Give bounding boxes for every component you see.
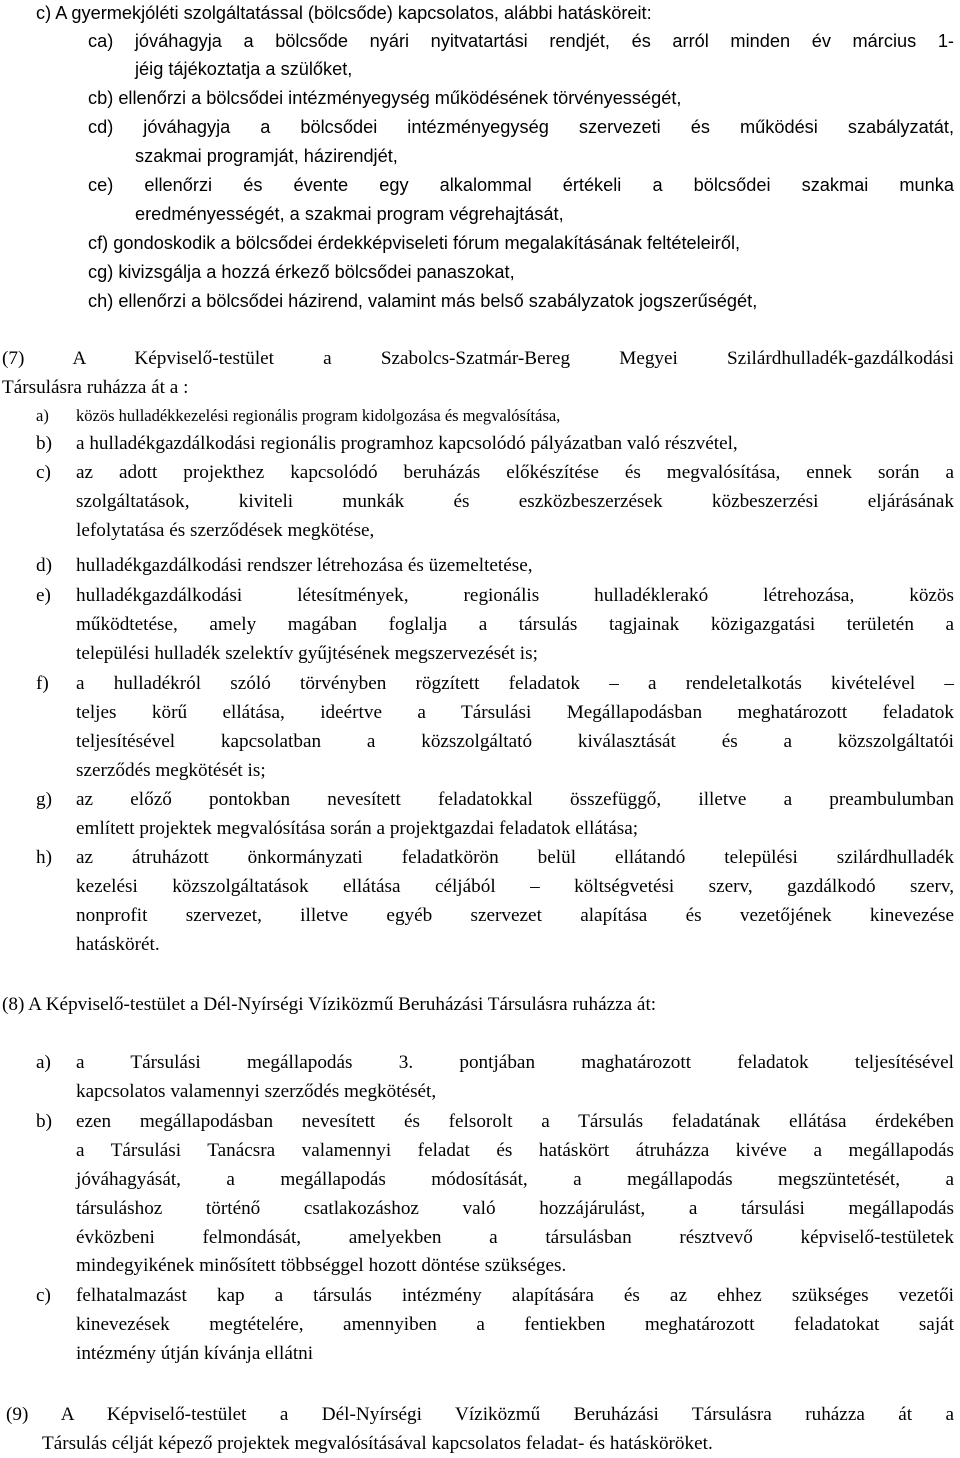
section-c-item-cg: cg) kivizsgálja a hozzá érkező bölcsődei panaszokat,	[88, 262, 515, 282]
section-7-item-g-line1: az előző pontokban nevesített feladatokkal összefüggő, illetve a preambulumban	[76, 789, 954, 810]
section-7-item-e-marker: e)	[36, 585, 51, 606]
section-c-item-ca-line2: jéig tájékoztatja a szülőket,	[135, 59, 353, 79]
section-7-item-e	[76, 582, 954, 669]
section-9-intro-line1: (9) A Képviselő-testület a Dél-Nyírségi Víziközmű Beruházási Társulásra ruházza át a	[6, 1404, 954, 1425]
section-8-item-c-line1: felhatalmazást kap a társulás intézmény alapítására és az ehhez szükséges vezetői	[76, 1285, 954, 1306]
section-7-item-f	[76, 670, 954, 786]
section-7-item-d-marker: d)	[36, 555, 52, 576]
section-8-item-c-line2: kinevezések megtételére, amennyiben a fentiekben meghatározott feladatokat saját	[76, 1313, 954, 1335]
section-7-intro-line2: Társulásra ruházza át a :	[2, 377, 189, 398]
section-7-item-f-marker: f)	[36, 673, 49, 694]
section-8-item-a-line1: a Társulási megállapodás 3. pontjában maghatározott feladatok teljesítésével	[76, 1052, 954, 1073]
section-c-item-cd-line1: cd) jóváhagyja a bölcsődei intézményegység szervezeti és működési szabályzatát,	[88, 117, 954, 137]
section-c-item-ca-line1: ca) jóváhagyja a bölcsőde nyári nyitvatartási rendjét, és arról minden év március 1-	[88, 31, 954, 51]
section-c-item-cd-line2: szakmai programját, házirendjét,	[135, 146, 398, 166]
section-7-item-g-marker: g)	[36, 789, 52, 810]
section-8-item-b-line5: évközbeni felmondását, amelyekben a társulásban résztvevő képviselő-testületek	[76, 1226, 954, 1248]
section-8-item-a-marker: a)	[36, 1052, 51, 1073]
section-8-item-a	[76, 1049, 954, 1107]
section-7-item-c-line2: szolgáltatások, kiviteli munkák és eszközbeszerzések közbeszerzési eljárásának	[76, 490, 954, 512]
section-7-item-b-marker: b)	[36, 433, 52, 454]
section-c-item-cf: cf) gondoskodik a bölcsődei érdekképviseleti fórum megalakításának feltételeiről,	[88, 233, 741, 253]
section-7-item-f-line4: szerződés megkötését is;	[76, 759, 266, 781]
section-7-item-c-marker: c)	[36, 462, 51, 483]
section-8-item-c	[76, 1282, 954, 1369]
section-7-item-h-line1: az átruházott önkormányzati feladatkörön belül ellátandó települési szilárdhulladék	[76, 847, 954, 868]
section-8-item-b-marker: b)	[36, 1111, 52, 1132]
section-c-heading: c) A gyermekjóléti szolgáltatással (bölcsőde) kapcsolatos, alábbi hatásköreit:	[36, 3, 652, 23]
section-7-item-c-line3: lefolytatása és szerződések megkötése,	[76, 519, 375, 541]
section-8-item-c-marker: c)	[36, 1285, 51, 1306]
section-7-item-c	[76, 459, 954, 546]
section-7-item-h-line2: kezelési közszolgáltatások ellátása céljából – költségvetési szerv, gazdálkodó szerv,	[76, 875, 954, 897]
section-7-item-f-line1: a hulladékról szóló törvényben rögzített feladatok – a rendeletalkotás kivételével –	[76, 673, 954, 694]
section-7-intro	[2, 345, 954, 374]
section-7-item-h-marker: h)	[36, 847, 52, 868]
section-c-item-ce	[88, 171, 954, 200]
section-8-item-a-line2: kapcsolatos valamennyi szerződés megkötését,	[76, 1080, 437, 1102]
section-c-item-cd	[88, 113, 954, 142]
section-7-item-a: közös hulladékkezelési regionális program kidolgozása és megvalósítása,	[76, 406, 561, 425]
section-8-item-b-line1: ezen megállapodásban nevesített és felsorolt a Társulás feladatának ellátása érdekében	[76, 1111, 954, 1132]
section-7-item-f-line3: teljesítésével kapcsolatban a közszolgáltató kiválasztását és a közszolgáltatói	[76, 730, 954, 752]
section-7-item-h-line3: nonprofit szervezet, illetve egyéb szervezet alapítása és vezetőjének kinevezése	[76, 904, 954, 926]
section-c-item-cb: cb) ellenőrzi a bölcsődei intézményegység működésének törvényességét,	[88, 88, 682, 108]
section-7-item-e-line1: hulladékgazdálkodási létesítmények, regionális hulladéklerakó létrehozása, közös	[76, 585, 954, 606]
section-9-intro-line2: Társulás célját képező projektek megvalósításával kapcsolatos feladat- és hatásköröket.	[42, 1433, 713, 1454]
section-c-list	[88, 27, 954, 56]
section-8-item-b-line6: mindegyikének minősített többséggel hozott döntése szükséges.	[76, 1255, 567, 1277]
section-8-intro: (8) A Képviselő-testület a Dél-Nyírségi Víziközmű Beruházási Társulásra ruházza át:	[2, 994, 657, 1015]
section-7-item-h-line4: hatáskörét.	[76, 933, 160, 955]
section-7-item-e-line2: működtetése, amely magában foglalja a társulás tagjainak közigazgatási területén a	[76, 613, 954, 635]
section-8-item-c-line3: intézmény útján kívánja ellátni	[76, 1342, 314, 1364]
section-7-item-e-line3: települési hulladék szelektív gyűjtésének megszervezését is;	[76, 642, 538, 664]
section-8-item-b-line4: társuláshoz történő csatlakozáshoz való hozzájárulást, a társulási megállapodás	[76, 1197, 954, 1219]
section-8-item-b-line2: a Társulási Tanácsra valamennyi feladat és hatáskört átruházza kivéve a megállapodás	[76, 1139, 954, 1161]
section-7-intro-line1: (7) A Képviselő-testület a Szabolcs-Szatmár-Bereg Megyei Szilárdhulladék-gazdálkodási	[2, 348, 954, 369]
section-7-item-d: hulladékgazdálkodási rendszer létrehozása és üzemeltetése,	[76, 555, 533, 576]
section-8-item-b-line3: jóváhagyását, a megállapodás módosítását, a megállapodás megszüntetését, a	[76, 1168, 954, 1190]
section-7-item-g	[76, 786, 954, 844]
section-7-item-h	[76, 844, 954, 960]
section-c-item-ch: ch) ellenőrzi a bölcsődei házirend, valamint más belső szabályzatok jogszerűségét,	[88, 291, 758, 311]
section-7-item-a-marker: a)	[36, 406, 49, 425]
section-c-item-ce-line1: ce) ellenőrzi és évente egy alkalommal értékeli a bölcsődei szakmai munka	[88, 175, 954, 195]
section-7-item-f-line2: teljes körű ellátása, ideértve a Társulási Megállapodásban meghatározott feladatok	[76, 701, 954, 723]
section-9-intro	[6, 1401, 954, 1430]
section-8-item-b	[76, 1108, 954, 1281]
section-c-item-ce-line2: eredményességét, a szakmai program végrehajtását,	[135, 204, 564, 224]
section-7-item-c-line1: az adott projekthez kapcsolódó beruházás előkészítése és megvalósítása, ennek során a	[76, 462, 954, 483]
section-7-item-b: a hulladékgazdálkodási regionális programhoz kapcsolódó pályázatban való részvétel,	[76, 433, 738, 454]
section-7-item-g-line2: említett projektek megvalósítása során a projektgazdai feladatok ellátása;	[76, 817, 639, 839]
